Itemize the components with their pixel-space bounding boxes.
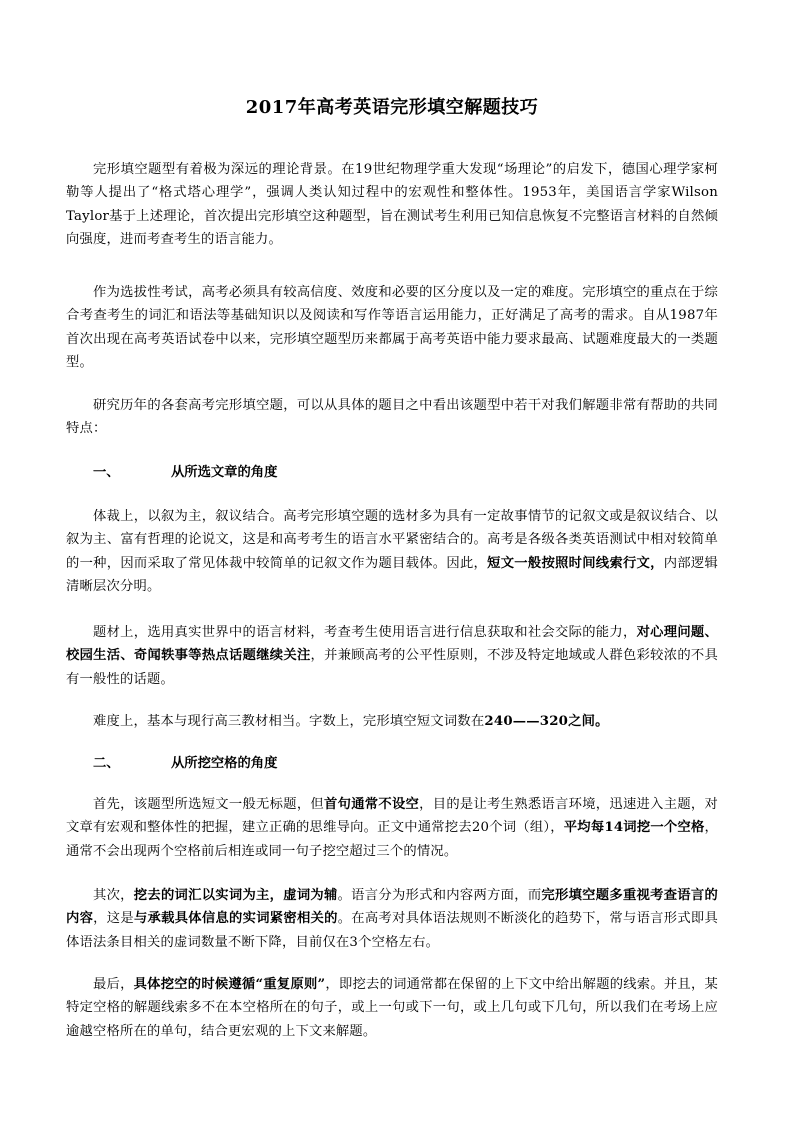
bold-text-run: 完形填空题多重视考查语言的内容: [66, 888, 718, 927]
bold-text-run: 挖去的词汇以实词为主，虚词为辅: [133, 888, 338, 903]
text-run: ，这是: [93, 911, 134, 927]
text-run: ，目的是让考生熟悉语言环境，迅速进入主题，对文章有宏观和整体性的把握，建立正确的思维导向。正文中通常挖去20个词（组），: [66, 797, 718, 836]
text-run: ，并兼顾高考的公平性原则，不涉及特定地域或人群色彩较浓的不具有一般性的话题。: [66, 648, 718, 687]
document-title: 2017年高考英语完形填空解题技巧: [245, 97, 539, 118]
text-run: ，即挖去的词通常都在保留的上下文中给出解题的线索。并且，某特定空格的解题线索多不在本空格所在的句子，或上一句或下一句，或上几句或下几句，所以我们在考场上应逾越空格所在的单句，结合更宏观的上下文来解题。: [66, 977, 718, 1039]
paragraph-subject-matter: [66, 621, 718, 691]
text-run: ，通常不会出现两个空格前后相连或同一句子挖空超过三个的情况。: [66, 820, 718, 859]
paragraph-first: [66, 793, 718, 863]
text-run: 。语言分为形式和内容两方面，而: [337, 888, 542, 903]
paragraph-intro-theory: 完形填空题型有着极为深远的理论背景。在19世纪物理学重大发现“场理论”的启发下，德国心理学家柯勒等人提出了“格式塔心理学”，强调人类认知过程中的宏观性和整体性。1953年，美国语言学家Wilson Taylor基于上述理论，首次提出完形填空这种题型，旨在测试考生利用已知信息恢复不完整语言材料的自然倾向强度，进而考查考生的语言能力。: [66, 162, 718, 247]
section-number: 二、: [93, 756, 120, 771]
section-number: 一、: [93, 465, 120, 480]
bold-text-run: 短文一般按照时间线索行文，: [487, 555, 664, 571]
bold-text-run: 对心理问题、校园生活、奇闻轶事等热点话题继续关注: [66, 625, 719, 664]
text-run: 难度上，基本与现行高三教材相当。字数上，完形填空短文词数在: [93, 714, 485, 729]
paragraph-second: [66, 884, 718, 954]
text-run: 最后，: [93, 977, 134, 992]
bold-text-run: 240——320之间。: [484, 714, 609, 729]
bold-text-run: 平均每14词挖一个空格: [563, 820, 705, 836]
text-run: 题材上，选用真实世界中的语言材料，考查考生使用语言进行信息获取和社会交际的能力，: [93, 625, 637, 640]
section-heading-1: [93, 461, 277, 485]
paragraph-selection-exam: 作为选拔性考试，高考必须具有较高信度、效度和必要的区分度以及一定的难度。完形填空的重点在于综合考查考生的词汇和语法等基础知识以及阅读和写作等语言运用能力，正好满足了高考的需求。自从1987年首次出现在高考英语试卷中以来，完形填空题型历来都属于高考英语中能力要求最高、试题难度最大的一类题型。: [66, 285, 718, 370]
section-heading-2: [93, 752, 277, 776]
bold-text-run: 具体挖空的时候遵循“重复原则”: [133, 977, 326, 992]
bold-text-run: 首句通常不设空: [324, 797, 420, 812]
paragraph-last: [66, 973, 718, 1043]
text-run: 其次，: [93, 888, 134, 903]
bold-text-run: 与承载具体信息的实词紧密相关的: [133, 911, 338, 927]
text-run: 体裁上，以叙为主，叙议结合。高考完形填空题的选材多为具有一定故事情节的记叙文或是叙议结合、以叙为主、富有哲理的论说文，这是和高考考生的语言水平紧密结合的。高考是各级各类英语测试中相对较简单的一种，因而采取了常见体裁中较简单的记叙文作为题目载体。因此，: [66, 509, 718, 571]
paragraph-common-features: 研究历年的各套高考完形填空题，可以从具体的题目之中看出该题型中若干对我们解题非常有帮助的共同特点：: [66, 398, 718, 437]
text-run: 内部逻辑清晰层次分明。: [66, 555, 718, 594]
section-title: 从所挖空格的角度: [171, 756, 278, 771]
section-title: 从所选文章的角度: [171, 465, 278, 480]
paragraph-genre: [66, 505, 718, 598]
text-run: 。在高考对具体语法规则不断淡化的趋势下，常与语言形式即具体语法条目相关的虚词数量不断下降，目前仅在3个空格左右。: [66, 911, 719, 950]
text-run: 首先，该题型所选短文一般无标题，但: [93, 797, 325, 812]
paragraph-difficulty: [66, 710, 718, 733]
